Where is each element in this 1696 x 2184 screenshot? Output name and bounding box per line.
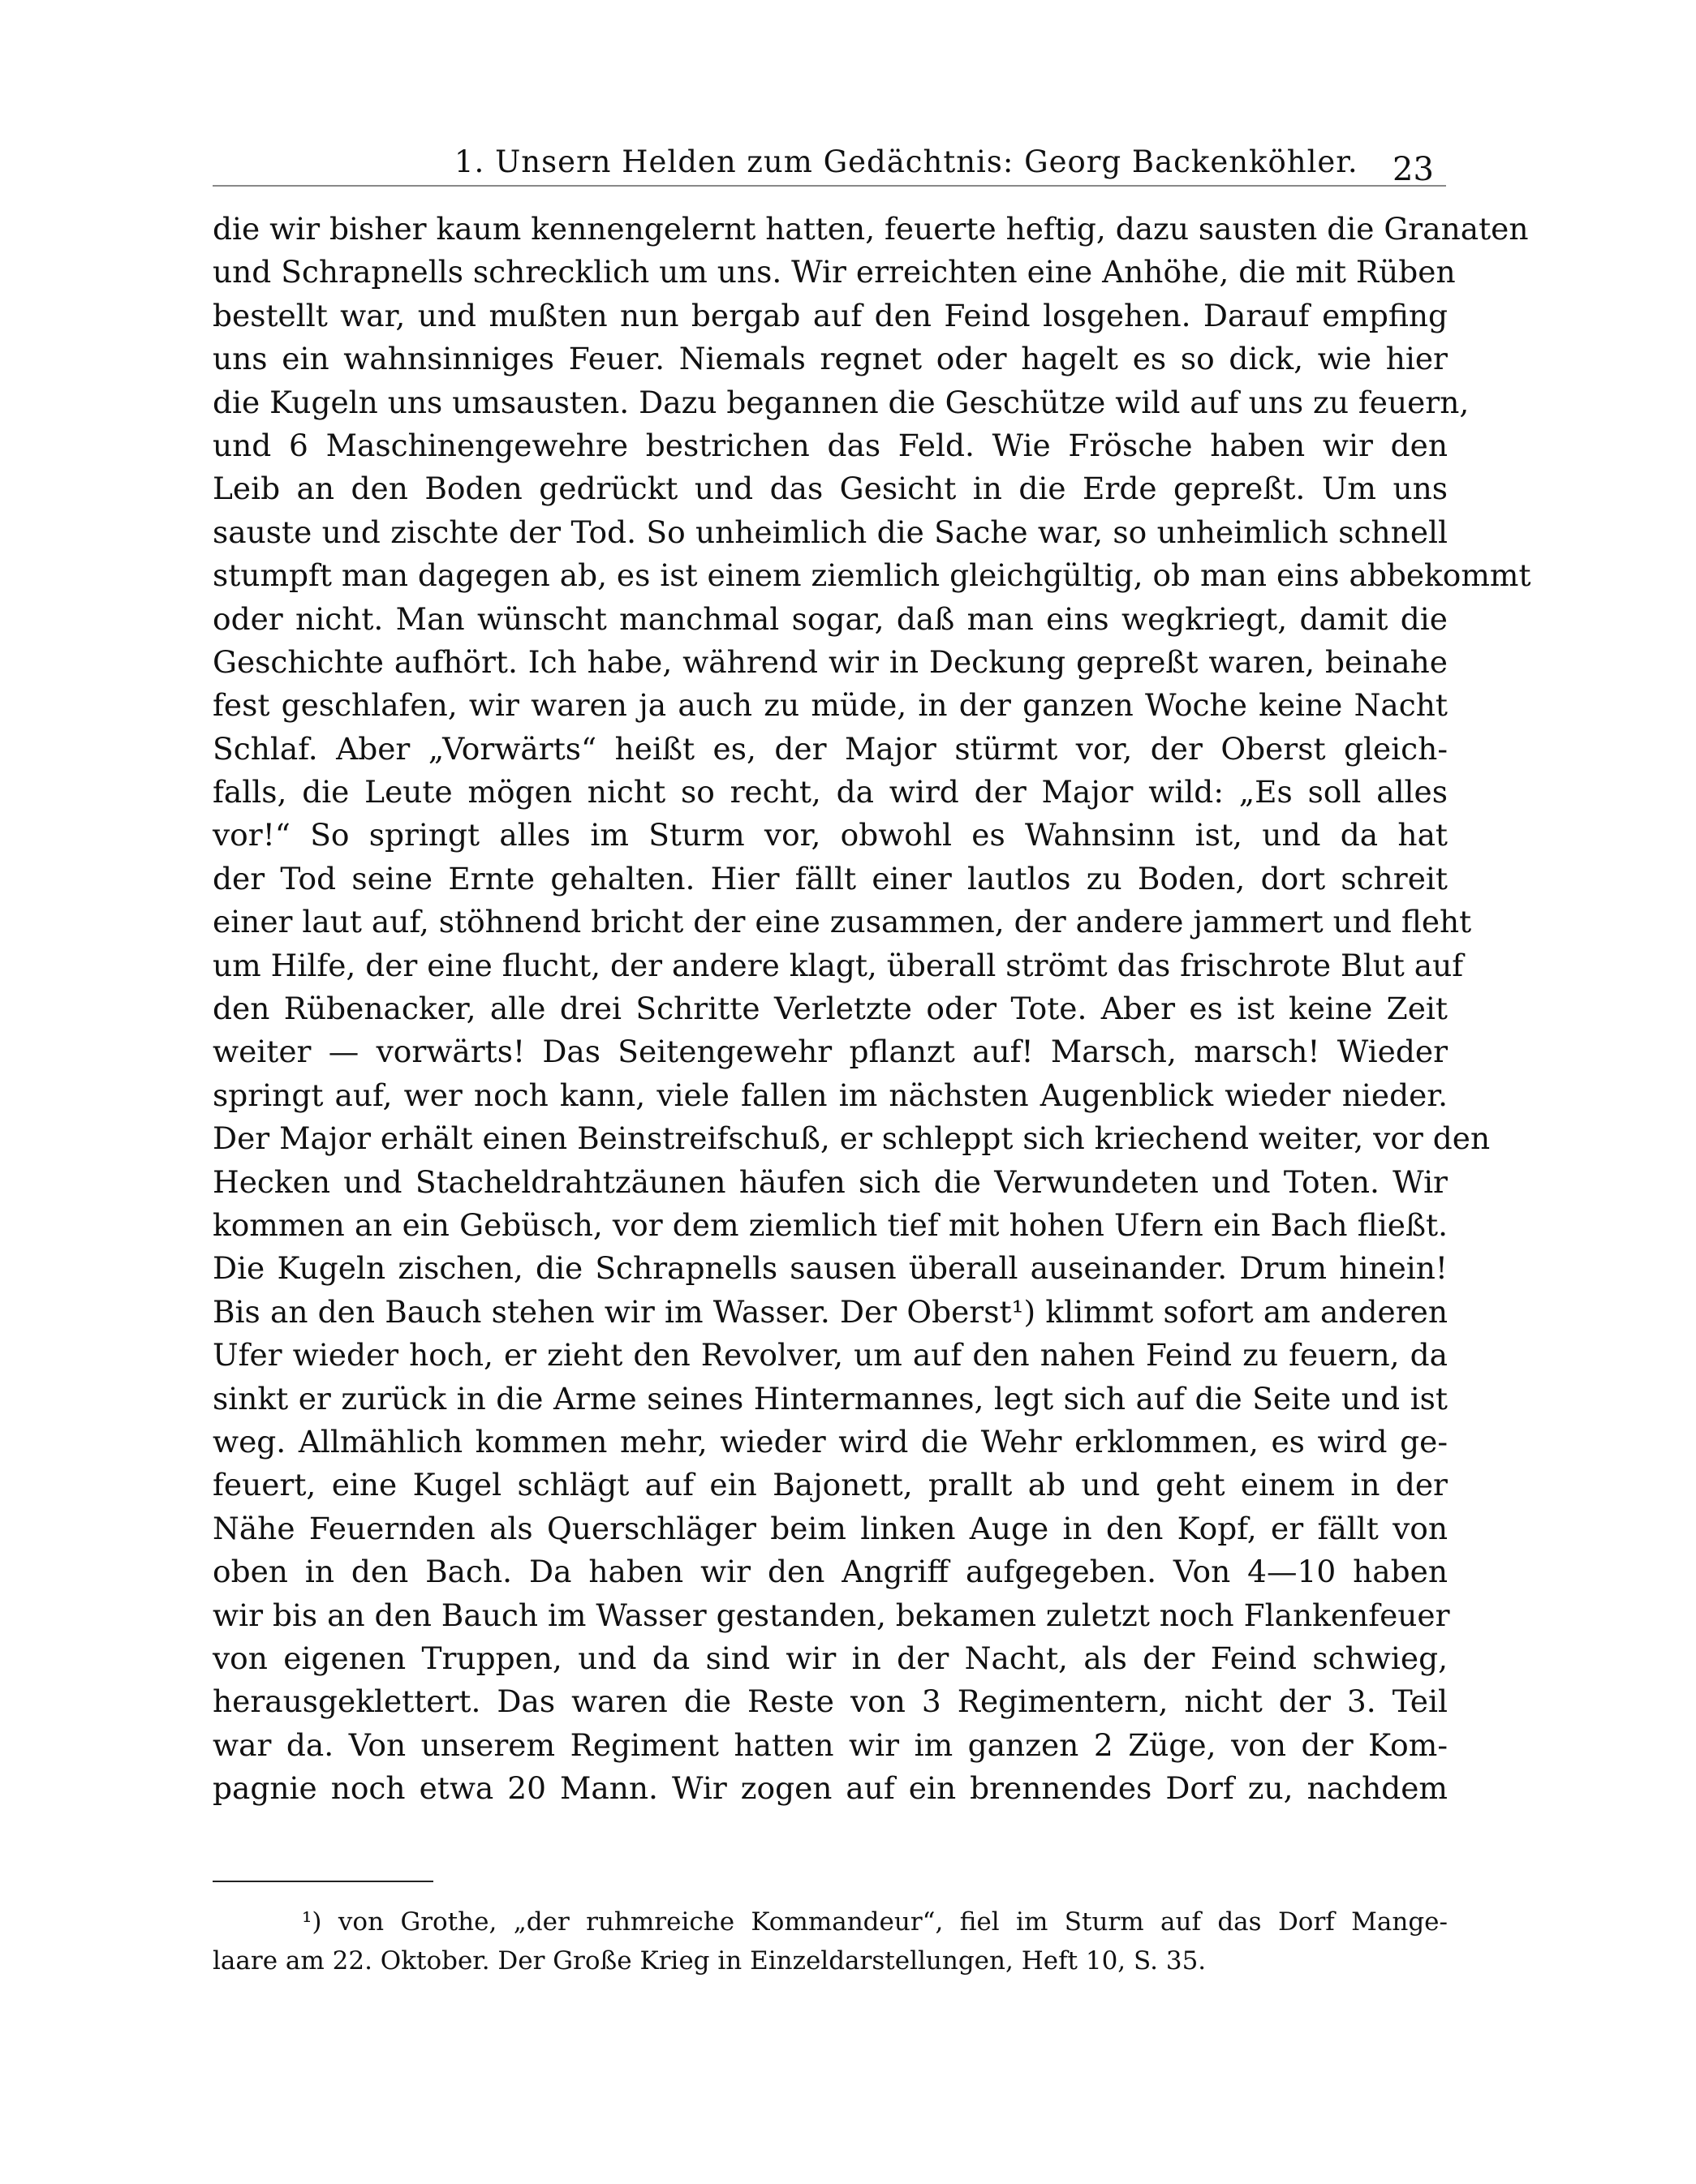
text-line: oben in den Bach. Da haben wir den Angriff aufgegeben. Von 4—10 haben — [213, 1554, 1448, 1590]
text-line: die Kugeln uns umsausten. Dazu begannen die Geschütze wild auf uns zu feuern, — [213, 384, 1470, 420]
text-line: um Hilfe, der eine flucht, der andere klagt, überall strömt das frischrote Blut auf — [213, 947, 1464, 983]
text-line: vor!“ So springt alles im Sturm vor, obwohl es Wahnsinn ist, und da hat — [213, 817, 1448, 853]
footnote-line: laare am 22. Oktober. Der Große Krieg in Einzeldarstellungen, Heft 10, S. 35. — [213, 1946, 1207, 1975]
text-line: wir bis an den Bauch im Wasser gestanden, bekamen zuletzt noch Flankenfeuer — [213, 1597, 1450, 1633]
text-line: bestellt war, und mußten nun bergab auf den Feind losgehen. Darauf empfing — [213, 297, 1448, 333]
text-line: Schlaf. Aber „Vorwärts“ heißt es, der Major stürmt vor, der Oberst gleich- — [213, 730, 1448, 767]
footnote-rule — [213, 1881, 433, 1882]
page-number: 23 — [1393, 151, 1434, 188]
text-line: einer laut auf, stöhnend bricht der eine zusammen, der andere jammert und fleht — [213, 904, 1472, 940]
text-line: uns ein wahnsinniges Feuer. Niemals regnet oder hagelt es so dick, wie hier — [213, 341, 1448, 377]
text-line: war da. Von unserem Regiment hatten wir im ganzen 2 Züge, von der Kom- — [213, 1726, 1448, 1763]
text-line: sinkt er zurück in die Arme seines Hintermannes, legt sich auf die Seite und ist — [213, 1380, 1448, 1417]
text-line: Nähe Feuernden als Querschläger beim linken Auge in den Kopf, er fällt von — [213, 1510, 1448, 1546]
footnotes — [213, 1902, 1448, 1980]
text-line: Ufer wieder hoch, er zieht den Revolver, um auf den nahen Feind zu feuern, da — [213, 1337, 1448, 1374]
text-line: kommen an ein Gebüsch, vor dem ziemlich tief mit hohen Ufern ein Bach fließt. — [213, 1206, 1448, 1243]
text-line: Hecken und Stacheldrahtzäunen häufen sich die Verwundeten und Toten. Wir — [213, 1163, 1448, 1200]
text-line: feuert, eine Kugel schlägt auf ein Bajonett, prallt ab und geht einem in der — [213, 1467, 1448, 1503]
text-line: springt auf, wer noch kann, viele fallen im nächsten Augenblick wieder nieder. — [213, 1077, 1448, 1113]
text-line: sauste und zischte der Tod. So unheimlich die Sache war, so unheimlich schnell — [213, 514, 1448, 550]
text-line: die wir bisher kaum kennengelernt hatten, feuerte heftig, dazu sausten die Granaten — [213, 211, 1529, 247]
text-line: Bis an den Bauch stehen wir im Wasser. Der Oberst¹) klimmt sofort am anderen — [213, 1293, 1448, 1330]
text-line: fest geschlafen, wir waren ja auch zu müde, in der ganzen Woche keine Nacht — [213, 687, 1448, 724]
text-line: und 6 Maschinengewehre bestrichen das Feld. Wie Frösche haben wir den — [213, 427, 1448, 463]
text-line: von eigenen Truppen, und da sind wir in der Nacht, als der Feind schwieg, — [213, 1640, 1448, 1676]
text-line: der Tod seine Ernte gehalten. Hier fällt einer lautlos zu Boden, dort schreit — [213, 860, 1448, 896]
header-rule — [213, 185, 1446, 187]
text-line: herausgeklettert. Das waren die Reste von 3 Regimentern, nicht der 3. Teil — [213, 1683, 1448, 1720]
text-line: Geschichte aufhört. Ich habe, während wir in Deckung gepreßt waren, beinahe — [213, 643, 1448, 680]
text-line: den Rübenacker, alle drei Schritte Verletzte oder Tote. Aber es ist keine Zeit — [213, 991, 1448, 1027]
text-line: und Schrapnells schrecklich um uns. Wir erreichten eine Anhöhe, die mit Rüben — [213, 254, 1456, 290]
text-line: Leib an den Boden gedrückt und das Gesicht in die Erde gepreßt. Um uns — [213, 471, 1448, 507]
text-line: weiter — vorwärts! Das Seitengewehr pflanzt auf! Marsch, marsch! Wieder — [213, 1034, 1448, 1070]
text-line: falls, die Leute mögen nicht so recht, da wird der Major wild: „Es soll alles — [213, 774, 1448, 810]
text-line: Die Kugeln zischen, die Schrapnells sausen überall auseinander. Drum hinein! — [213, 1250, 1448, 1287]
text-line: stumpft man dagegen ab, es ist einem ziemlich gleichgültig, ob man eins abbekommt — [213, 557, 1531, 594]
text-line: weg. Allmählich kommen mehr, wieder wird die Wehr erklommen, es wird ge- — [213, 1423, 1448, 1460]
body-text — [213, 208, 1531, 1810]
text-line: pagnie noch etwa 20 Mann. Wir zogen auf ein brennendes Dorf zu, nachdem — [213, 1770, 1448, 1807]
text-line: oder nicht. Man wünscht manchmal sogar, daß man eins wegkriegt, damit die — [213, 600, 1448, 637]
footnote-line: ¹) von Grothe, „der ruhmreiche Kommandeur“, fiel im Sturm auf das Dorf Mange- — [302, 1907, 1448, 1937]
text-line: Der Major erhält einen Beinstreifschuß, er schleppt sich kriechend weiter, vor den — [213, 1120, 1491, 1157]
running-head-title: 1. Unsern Helden zum Gedächtnis: Georg Backenköhler. — [454, 144, 1358, 179]
